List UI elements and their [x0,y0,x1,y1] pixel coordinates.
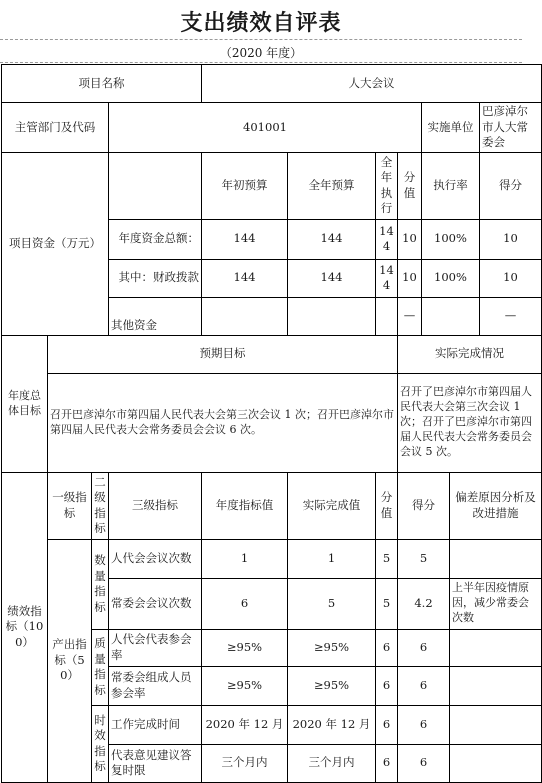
indicator-name: 人代会代表参会率 [109,629,202,666]
indicator-score: 6 [398,666,450,705]
funds-row-rate [422,297,480,335]
funds-row-label: 其他资金 [109,297,202,335]
funds-row-full: 144 [288,259,376,297]
project-name-value: 人大会议 [202,65,542,103]
funds-row-score: — [480,297,542,335]
funds-row-score: 10 [480,219,542,259]
indicator-reason [450,705,542,744]
indicator-score: 6 [398,629,450,666]
indicators-header-actual: 实际完成值 [288,472,376,539]
indicator-target: 1 [202,539,288,578]
indicator-weight: 5 [376,578,398,629]
quantity-indicator-label: 数量指标 [92,539,109,629]
indicators-header-weight: 分值 [376,472,398,539]
department-code: 401001 [109,103,422,153]
funds-row-exec: 144 [376,219,398,259]
indicator-reason [450,744,542,782]
indicator-actual: 5 [288,578,376,629]
project-name-row [2,65,542,103]
indicator-weight: 5 [376,539,398,578]
funds-row-weight: — [398,297,422,335]
funds-row-full [288,297,376,335]
funds-row-label: 其中：财政拨款 [109,259,202,297]
funds-header-initial: 年初预算 [202,152,288,219]
form-title: 支出绩效自评表 [180,11,342,36]
indicator-target: 2020 年 12 月 [202,705,288,744]
department-label: 主管部门及代码 [2,103,109,153]
project-name-label: 项目名称 [2,65,202,103]
funds-row-exec: 144 [376,259,398,297]
indicators-label: 绩效指标（100） [2,472,48,782]
indicators-header-reason: 偏差原因分析及改进措施 [450,472,542,539]
funds-header-blank [109,152,202,219]
indicator-target: 6 [202,578,288,629]
indicator-actual: ≥95% [288,629,376,666]
goals-actual-header: 实际完成情况 [398,335,542,373]
implementing-unit-value: 巴彦淖尔市人大常委会 [480,103,542,153]
indicator-reason [450,666,542,705]
funds-header-rate: 执行率 [422,152,480,219]
indicators-header-score: 得分 [398,472,450,539]
output-indicator-label: 产出指标（50） [48,539,92,782]
indicators-header-level2: 二级指标 [92,472,109,539]
indicator-name: 代表意见建议答复时限 [109,744,202,782]
indicator-actual: 2020 年 12 月 [288,705,376,744]
funds-row-label: 年度资金总额： [109,219,202,259]
indicator-row [2,539,542,578]
indicator-name: 常委会会议次数 [109,578,202,629]
indicators-header-level3: 三级指标 [109,472,202,539]
goals-expected-header: 预期目标 [48,335,398,373]
indicator-weight: 6 [376,666,398,705]
goals-label: 年度总体目标 [2,335,48,472]
funds-row-rate: 100% [422,219,480,259]
indicator-name: 人代会会议次数 [109,539,202,578]
funds-row-initial: 144 [202,219,288,259]
indicator-name: 工作完成时间 [109,705,202,744]
funds-row-weight: 10 [398,219,422,259]
indicator-target: ≥95% [202,629,288,666]
indicator-actual: ≥95% [288,666,376,705]
goals-header-row [2,335,542,373]
evaluation-table [1,64,542,783]
goals-content-row [2,373,542,472]
indicator-actual: 1 [288,539,376,578]
indicator-score: 5 [398,539,450,578]
indicator-actual: 三个月内 [288,744,376,782]
funds-row-weight: 10 [398,259,422,297]
indicator-target: 三个月内 [202,744,288,782]
funds-row-score: 10 [480,259,542,297]
dashed-divider [0,62,522,63]
funds-header-exec: 全年执行 [376,152,398,219]
funds-header-full: 全年预算 [288,152,376,219]
funds-row-rate: 100% [422,259,480,297]
indicator-reason: 上半年因疫情原因，减少常委会次数 [450,578,542,629]
form-year: （2020 年度） [219,46,303,60]
implementing-unit-label: 实施单位 [422,103,480,153]
indicators-header-level1: 一级指标 [48,472,92,539]
indicator-weight: 6 [376,705,398,744]
timeliness-indicator-label: 时效指标 [92,705,109,782]
funds-row-full: 144 [288,219,376,259]
dashed-divider [0,39,522,40]
indicators-header-row [2,472,542,539]
indicator-weight: 6 [376,744,398,782]
funds-header-score: 得分 [480,152,542,219]
funds-header-row [2,152,542,219]
department-row [2,103,542,153]
indicator-score: 6 [398,705,450,744]
indicators-header-target: 年度指标值 [202,472,288,539]
goals-expected-text: 召开巴彦淖尔市第四届人民代表大会第三次会议 1 次；召开巴彦淖尔市第四届人民代表大会常务委员会会议 6 次。 [48,373,398,472]
indicator-name: 常委会组成人员参会率 [109,666,202,705]
funds-row-initial [202,297,288,335]
indicator-weight: 6 [376,629,398,666]
goals-actual-text: 召开了巴彦淖尔市第四届人民代表大会第三次会议 1 次；召开了巴彦淖尔市第四届人民代表大会常务委员会会议 5 次。 [398,373,542,472]
quality-indicator-label: 质量指标 [92,629,109,705]
funds-row-exec [376,297,398,335]
indicator-reason [450,629,542,666]
indicator-reason [450,539,542,578]
funds-row-initial: 144 [202,259,288,297]
indicator-score: 6 [398,744,450,782]
indicator-score: 4.2 [398,578,450,629]
funds-label: 项目资金（万元） [2,152,109,335]
indicator-target: ≥95% [202,666,288,705]
funds-header-weight: 分值 [398,152,422,219]
